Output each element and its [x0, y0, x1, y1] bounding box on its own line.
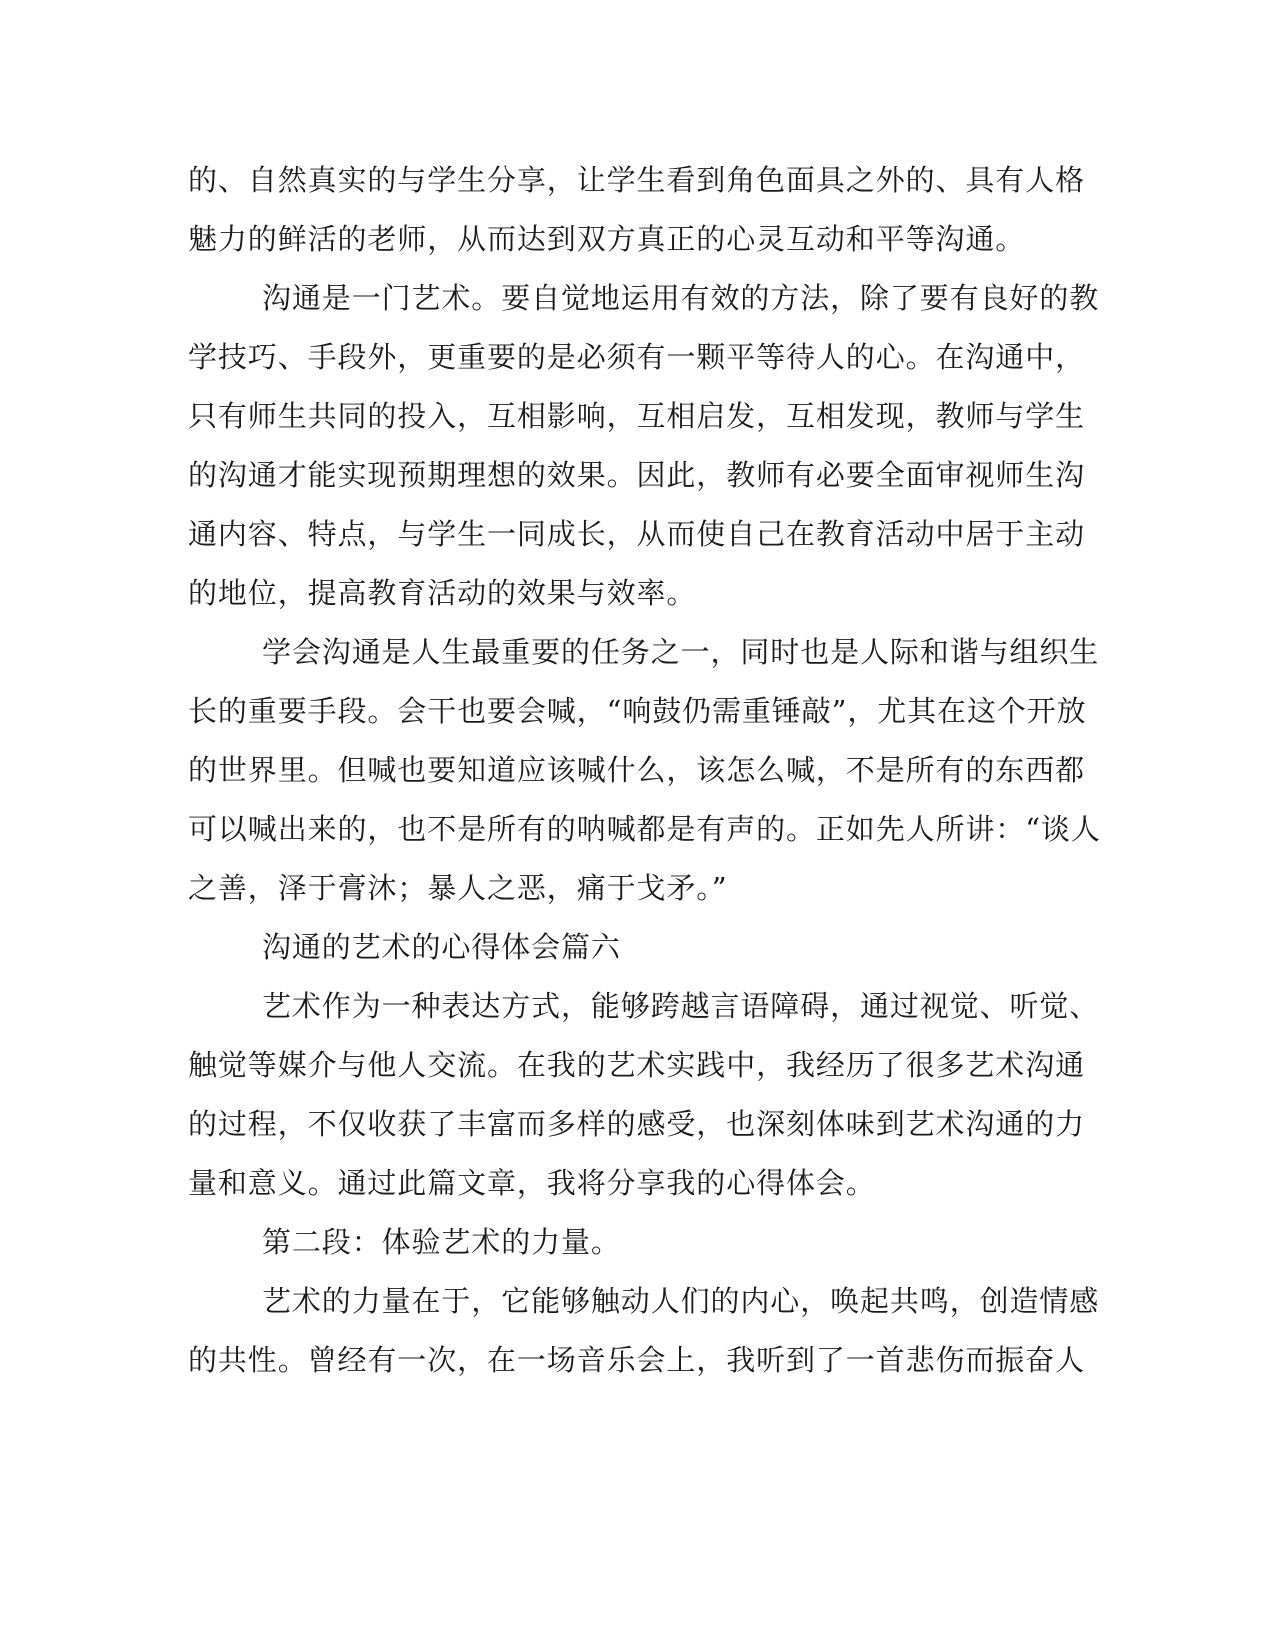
text-line: 的地位，提高教育活动的效果与效率。: [188, 576, 697, 610]
paragraph-start-line: 艺术的力量在于，它能够触动人们的内心，唤起共鸣，创造情感: [262, 1284, 1100, 1318]
paragraph-start-line: 沟通是一门艺术。要自觉地运用有效的方法，除了要有良好的教: [262, 281, 1100, 315]
text-line: 之善，泽于膏沐；暴人之恶，痛于戈矛。”: [188, 871, 728, 905]
section-heading: 沟通的艺术的心得体会篇六: [262, 930, 621, 964]
text-line: 通内容、特点，与学生一同成长，从而使自己在教育活动中居于主动: [188, 517, 1086, 551]
text-line: 的共性。曾经有一次，在一场音乐会上，我听到了一首悲伤而振奋人: [188, 1343, 1086, 1377]
paragraph-start-line: 学会沟通是人生最重要的任务之一，同时也是人际和谐与组织生: [262, 635, 1100, 669]
text-line: 量和意义。通过此篇文章，我将分享我的心得体会。: [188, 1166, 876, 1200]
text-line: 可以喊出来的，也不是所有的呐喊都是有声的。正如先人所讲：“谈人: [188, 812, 1101, 846]
text-line: 长的重要手段。会干也要会喊，“响鼓仍需重锤敲”，尤其在这个开放: [188, 694, 1087, 728]
subsection-heading: 第二段：体验艺术的力量。: [262, 1225, 621, 1259]
text-line: 的过程，不仅收获了丰富而多样的感受，也深刻体味到艺术沟通的力: [188, 1107, 1086, 1141]
text-line: 只有师生共同的投入，互相影响，互相启发，互相发现，教师与学生: [188, 399, 1086, 433]
text-line: 的世界里。但喊也要知道应该喊什么，该怎么喊，不是所有的东西都: [188, 753, 1086, 787]
text-line: 学技巧、手段外，更重要的是必须有一颗平等待人的心。在沟通中，: [188, 340, 1086, 374]
text-line: 的沟通才能实现预期理想的效果。因此，教师有必要全面审视师生沟: [188, 458, 1086, 492]
text-line: 的、自然真实的与学生分享，让学生看到角色面具之外的、具有人格: [188, 163, 1086, 197]
text-line: 魅力的鲜活的老师，从而达到双方真正的心灵互动和平等沟通。: [188, 222, 1026, 256]
text-line: 触觉等媒介与他人交流。在我的艺术实践中，我经历了很多艺术沟通: [188, 1048, 1086, 1082]
paragraph-start-line: 艺术作为一种表达方式，能够跨越言语障碍，通过视觉、听觉、: [262, 989, 1100, 1023]
